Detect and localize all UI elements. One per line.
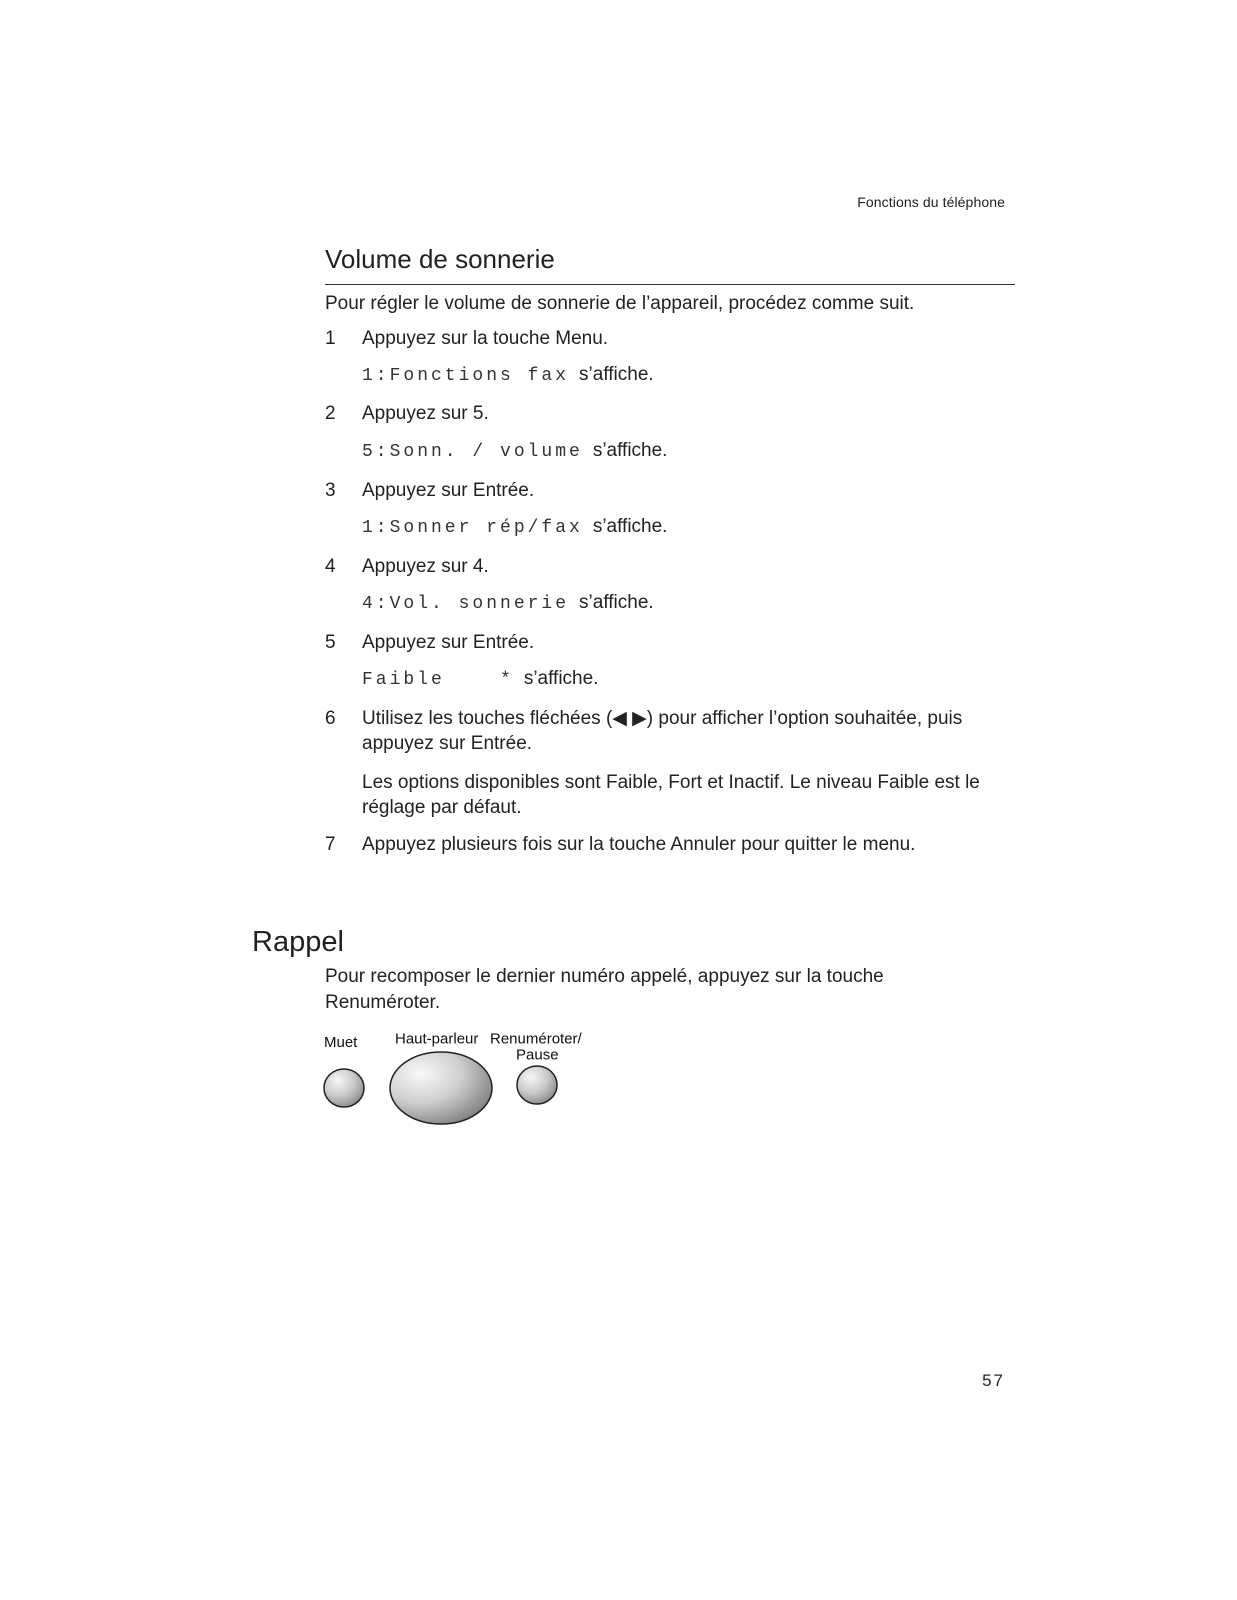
lcd-text: 1:Fonctions fax	[362, 366, 570, 386]
display-suffix: s’affiche.	[579, 592, 654, 613]
haut-parleur-button[interactable]	[390, 1052, 492, 1124]
display-suffix: s’affiche.	[579, 364, 654, 385]
step-number: 7	[325, 834, 336, 855]
pause-label: Pause	[516, 1046, 559, 1064]
step-number: 3	[325, 480, 336, 501]
step-4-display-line	[362, 592, 654, 614]
step-number: 5	[325, 632, 336, 653]
step-text: Appuyez sur 5.	[362, 403, 489, 424]
step-number: 2	[325, 403, 336, 424]
step-number: 6	[325, 708, 336, 729]
step-text: Appuyez sur Entrée.	[362, 480, 535, 501]
step-2-display-line	[362, 440, 667, 462]
phone-buttons-figure	[320, 1030, 620, 1140]
display-suffix: s’affiche.	[592, 440, 668, 461]
display-suffix: s’affiche.	[592, 516, 668, 537]
step-5-display-line	[362, 668, 598, 690]
step-3-display-line	[362, 516, 667, 538]
step-text: Utilisez les touches fléchées (◀ ▶) pour afficher l’option souhaitée, puis appuyez sur Entrée.	[362, 708, 963, 754]
step-text: Appuyez sur Entrée.	[362, 632, 535, 653]
options-note: Les options disponibles sont Faible, Fort et Inactif. Le niveau Faible est le réglage par défaut.	[362, 772, 980, 818]
step-text: Appuyez sur la touche Menu.	[362, 328, 609, 349]
lcd-text: 1:Sonner rép/fax	[362, 518, 583, 538]
step-number: 1	[325, 328, 336, 349]
step-text: Appuyez plusieurs fois sur la touche Annuler pour quitter le menu.	[362, 834, 916, 855]
renumeroter-button[interactable]	[517, 1066, 557, 1104]
lcd-text: 4:Vol. sonnerie	[362, 594, 570, 614]
step-text: Appuyez sur 4.	[362, 556, 489, 577]
lcd-text: 5:Sonn. / volume	[362, 442, 583, 462]
rappel-paragraph: Pour recomposer le dernier numéro appelé, appuyez sur la touche Renuméroter.	[325, 966, 884, 1013]
phone-buttons-illustration	[320, 1030, 620, 1140]
title-rule	[325, 284, 1015, 285]
lcd-text: Faible *	[362, 670, 514, 690]
renumeroter-label: Renuméroter/	[490, 1030, 582, 1048]
display-suffix: s’affiche.	[523, 668, 599, 689]
step-number: 4	[325, 556, 336, 577]
muet-button[interactable]	[324, 1069, 364, 1107]
running-head: Fonctions du téléphone	[857, 194, 1005, 210]
muet-label: Muet	[324, 1034, 358, 1051]
intro-paragraph: Pour régler le volume de sonnerie de l’appareil, procédez comme suit.	[325, 293, 915, 314]
haut-parleur-label: Haut-parleur	[395, 1030, 479, 1048]
page-number: 57	[982, 1371, 1005, 1390]
rappel-heading: Rappel	[252, 926, 344, 958]
step-1-display-line	[362, 364, 654, 386]
section-title: Volume de sonnerie	[325, 244, 555, 274]
